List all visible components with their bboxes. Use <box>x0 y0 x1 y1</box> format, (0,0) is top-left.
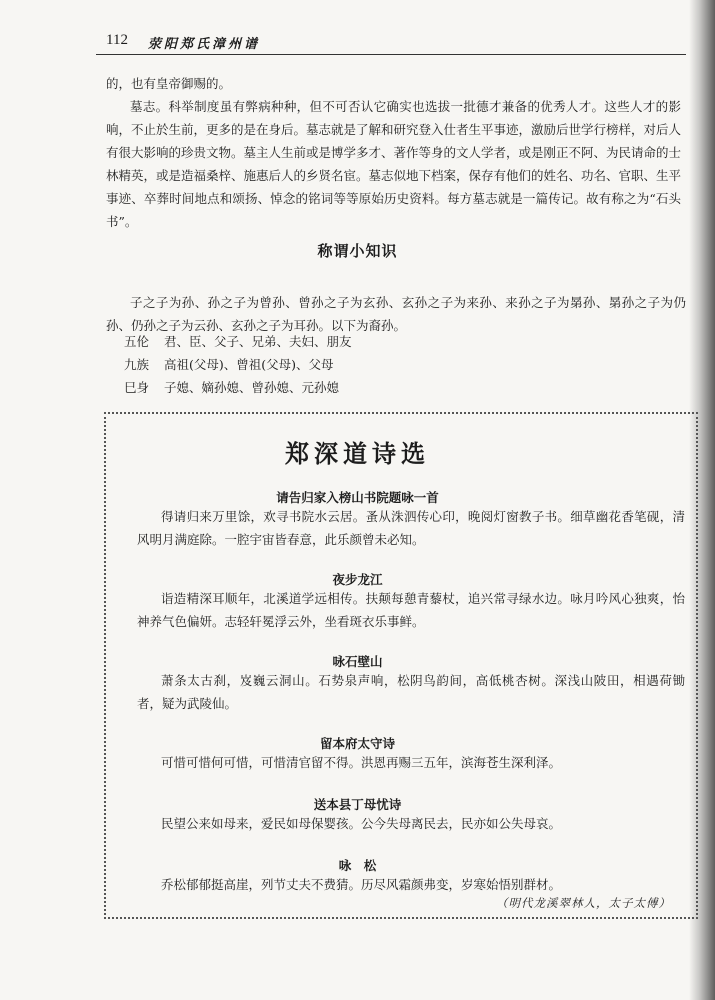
poem-text: 得请归来万里馀，欢寻书院水云居。蚤从洙泗传心印，晚阅灯窗教子书。细草幽花香笔砚，清风明月满庭除。一腔宇宙皆春意，此乐颜曾未必知。 <box>137 509 685 547</box>
poem-attribution: （明代龙溪翠林人，太子太傅） <box>496 896 671 910</box>
paragraph-kinship: 子之子为孙、孙之子为曾孙、曾孙之子为玄孙、玄孙之子为来孙、来孙之子为晜孙、晜孙之子为仍孙、仍孙之子为云孙、玄孙之子为耳孙。以下为裔孙。 <box>106 295 686 333</box>
poem-text: 民望公来如母来，爱民如母保婴孩。公今失母离民去，民亦如公失母哀。 <box>161 816 562 831</box>
page-header <box>96 30 686 54</box>
kinship-item <box>124 353 352 376</box>
header-rule <box>96 54 686 55</box>
kinship-item-label: 九族 <box>124 357 150 372</box>
poem-title: 留本府太守诗 <box>319 736 395 751</box>
poem-title: 送本县丁母忧诗 <box>313 797 402 812</box>
poem-text: 诣造精深耳顺年，北溪道学远相传。扶颠每憩青藜杖，追兴常寻绿水边。咏月吟风心独爽，怡神养气色偏妍。志轻轩冕浮云外，坐看斑衣乐事鲜。 <box>137 591 685 629</box>
poem-title: 请告归家入榜山书院题咏一首 <box>276 490 439 505</box>
poem-title: 咏石壁山 <box>332 654 383 669</box>
kinship-item-text: 君、臣、父子、兄弟、夫妇、朋友 <box>164 334 352 349</box>
poem-title: 咏 松 <box>338 858 377 873</box>
poem-text: 乔松郁郁挺高崖，列节丈夫不费猜。历尽风霜颜弗变，岁寒始悟别群材。 <box>161 877 562 892</box>
poem-text: 萧条太古刹，岌巍云洞山。石势泉声响，松阴鸟韵间，高低桃杏树。深浅山陂田，相遇荷锄者，疑为武陵仙。 <box>137 673 685 711</box>
page-number: 112 <box>106 32 128 48</box>
kinship-item <box>124 376 352 399</box>
kinship-item <box>124 330 352 353</box>
paragraph-epitaph: 墓志。科举制度虽有弊病种种，但不可否认它确实也选拔一批德才兼备的优秀人才。这些人才的影响，不止於生前，更多的是在身后。墓志就是了解和研究登入仕者生平事迹，激励后世学行榜样，对后人有很大影响的珍贵文物。墓主人生前或是博学多才、著作等身的文人学者，或是刚正不阿、为民请命的士林精英，或是造福桑梓、施惠后人的乡贤名宦。墓志似地下档案，保存有他们的姓名、功名、官职、生平事迹、卒葬时间地点和颂扬、悼念的铭词等等原始历史资料。每方墓志就是一篇传记。故有称之为“石头书”。 <box>106 99 682 229</box>
kinship-item-label: 五伦 <box>124 334 150 349</box>
kinship-list <box>124 330 352 399</box>
poem-title: 夜步龙江 <box>332 572 383 587</box>
poem-box-title: 郑深道诗选 <box>285 440 430 468</box>
kinship-item-text: 高祖(父母)、曾祖(父母)、父母 <box>164 357 334 372</box>
kinship-item-label: 巳身 <box>124 380 150 395</box>
poem-text: 可惜可惜何可惜，可惜清官留不得。洪恩再赐三五年，滨海苍生深利泽。 <box>161 755 562 770</box>
section-title-kinship: 称谓小知识 <box>317 242 398 260</box>
kinship-item-text: 子媳、嫡孙媳、曾孙媳、元孙媳 <box>164 380 340 395</box>
paragraph-continuation: 的，也有皇帝御赐的。 <box>106 76 232 91</box>
running-title: 荥阳郑氏漳州谱 <box>148 37 261 52</box>
